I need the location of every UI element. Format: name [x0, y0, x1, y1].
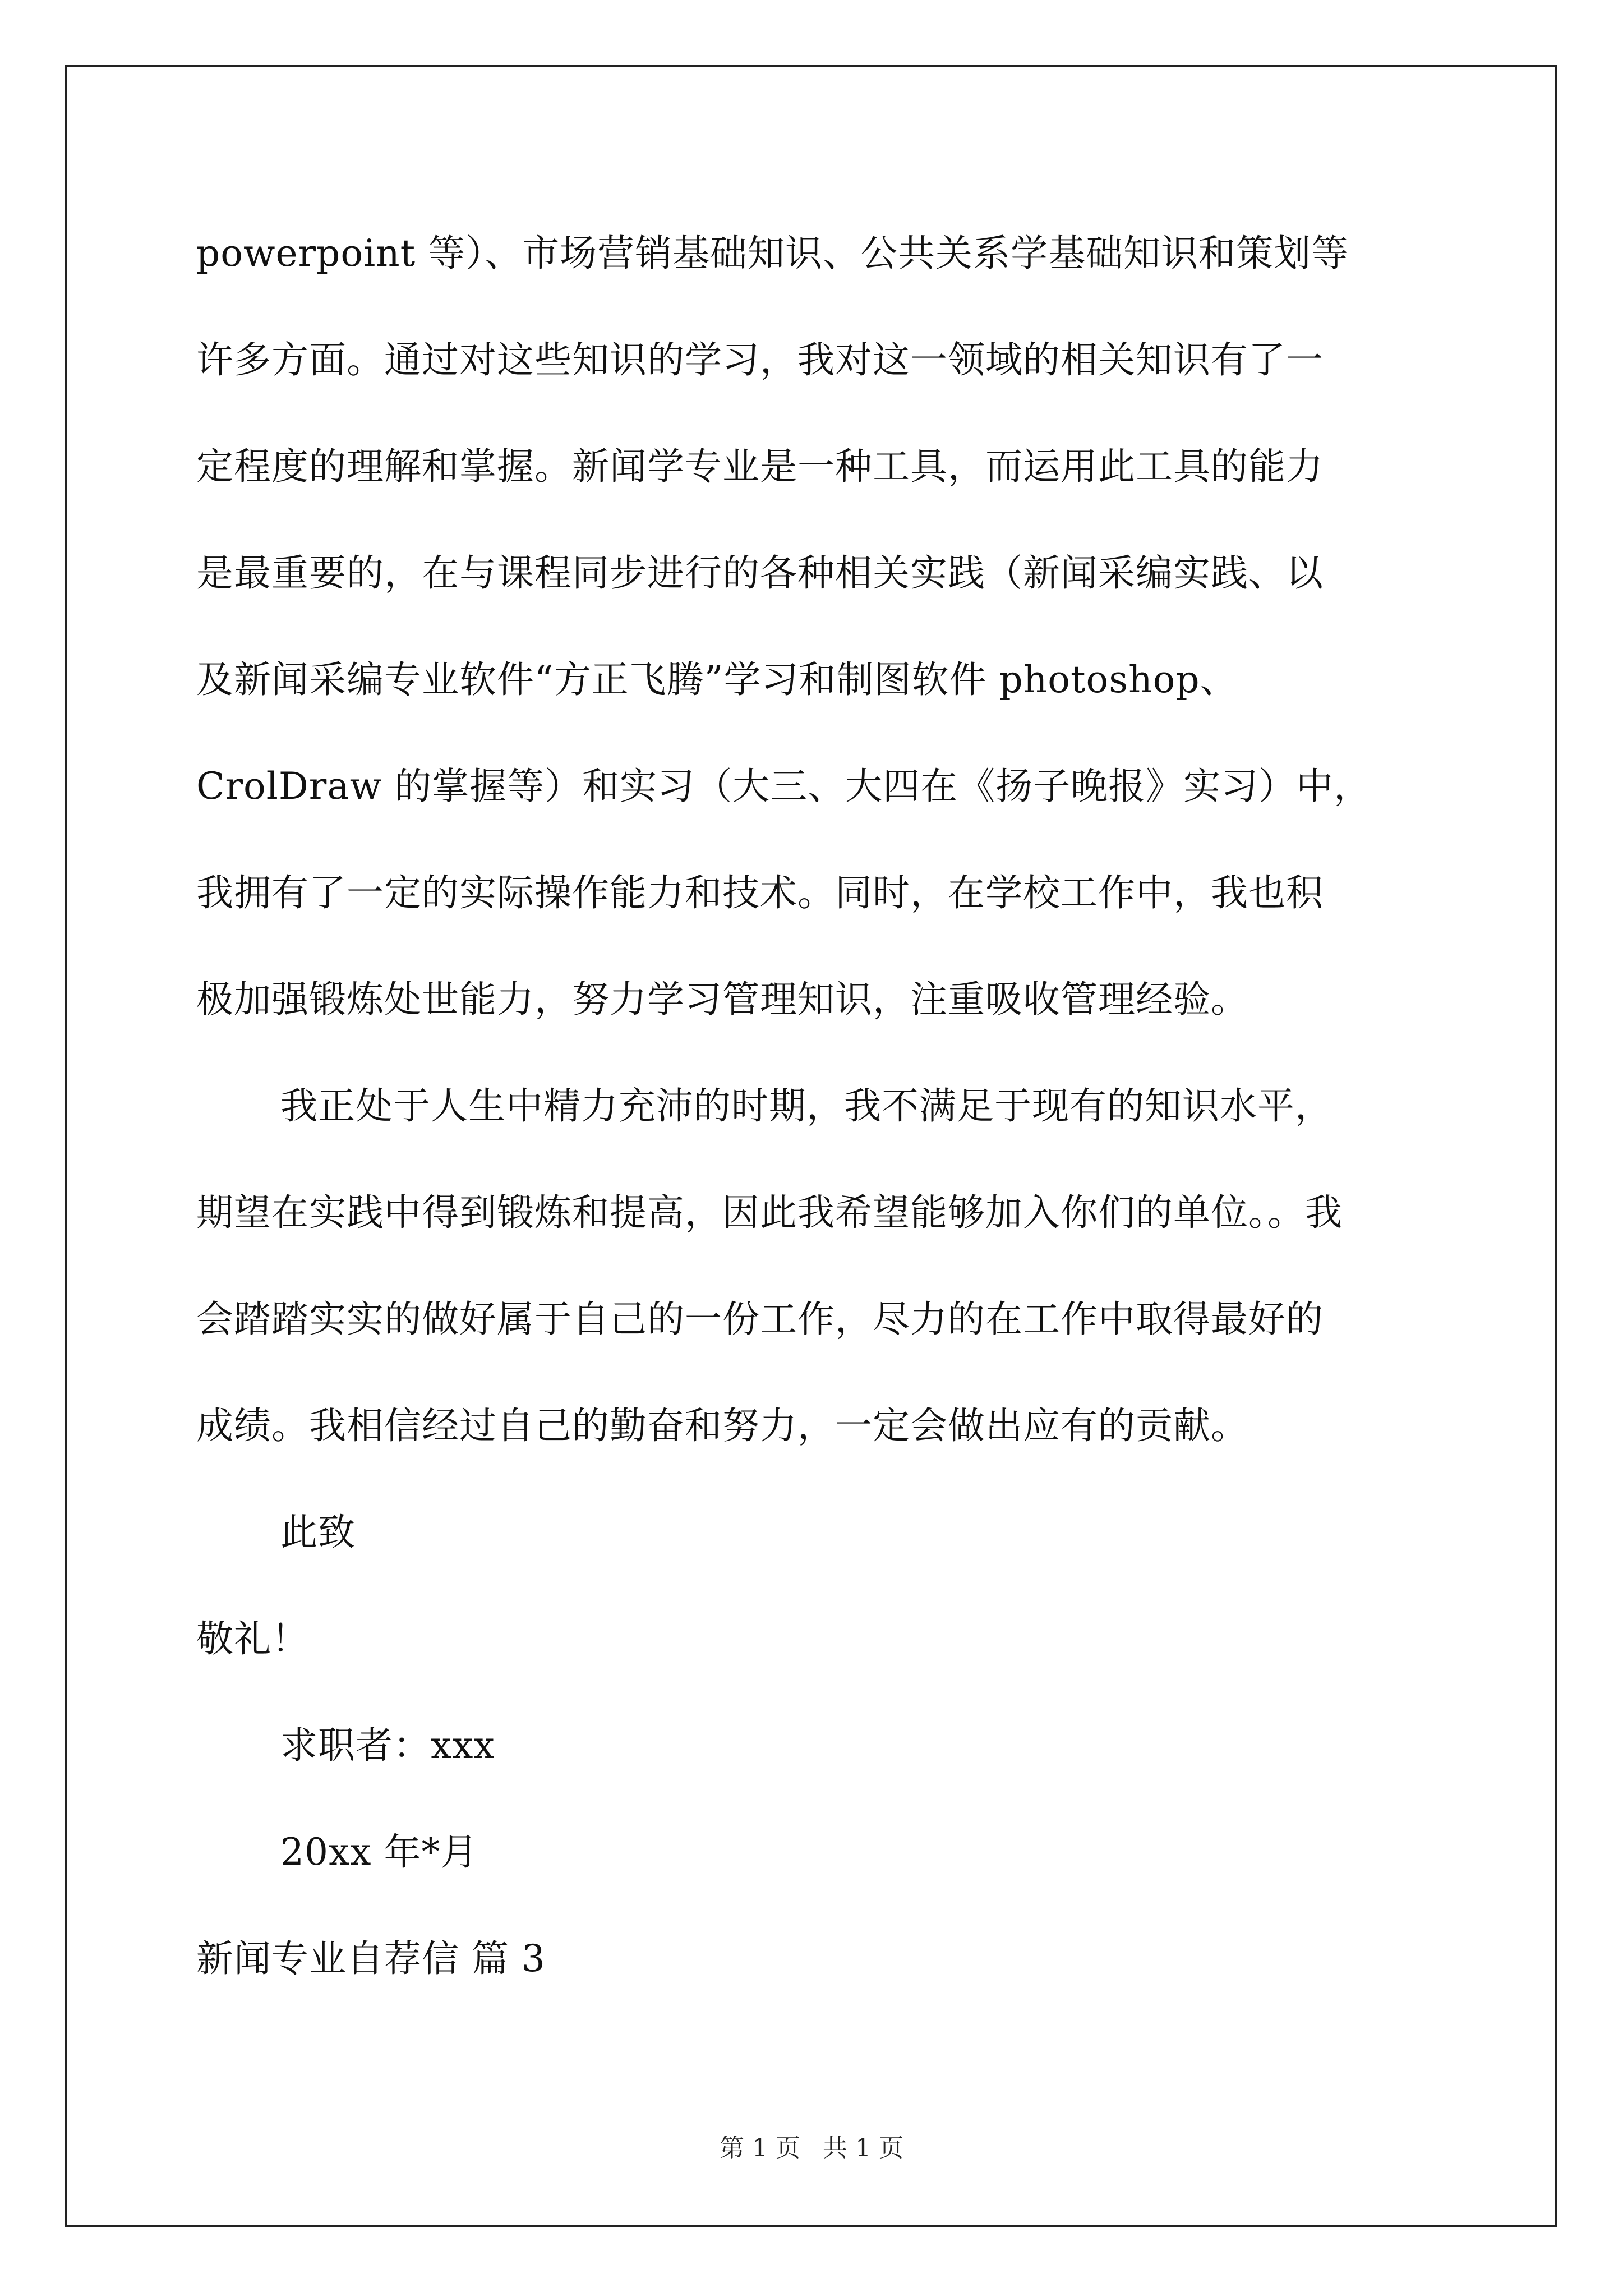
page-footer — [0, 2132, 1623, 2165]
page-total: 共 1 页 — [823, 2134, 903, 2162]
paragraph-2-line-2: 期望在实践中得到锻炼和提高，因此我希望能够加入你们的单位。。我 — [196, 1191, 1343, 1234]
letter-date: 20xx 年*月 — [280, 1830, 478, 1874]
applicant-signature: 求职者：xxx — [280, 1724, 495, 1767]
salutation: 敬礼！ — [196, 1617, 309, 1660]
body-line-8: 极加强锻炼处世能力，努力学习管理知识，注重吸收管理经验。 — [196, 978, 1248, 1021]
body-line-4: 是最重要的，在与课程同步进行的各种相关实践（新闻采编实践、以 — [196, 551, 1324, 595]
body-line-2: 许多方面。通过对这些知识的学习，我对这一领域的相关知识有了一 — [196, 338, 1324, 381]
body-line-1: powerpoint 等）、市场营销基础知识、公共关系学基础知识和策划等 — [196, 232, 1349, 275]
body-line-5: 及新闻采编专业软件“方正飞腾”学习和制图软件 photoshop、 — [196, 658, 1238, 701]
section-heading: 新闻专业自荐信 篇 3 — [196, 1937, 546, 1980]
closing-phrase: 此致 — [280, 1511, 356, 1554]
page-border — [65, 65, 1557, 2227]
paragraph-2-line-4: 成绩。我相信经过自己的勤奋和努力，一定会做出应有的贡献。 — [196, 1404, 1248, 1447]
paragraph-2-line-1: 我正处于人生中精力充沛的时期，我不满足于现有的知识水平， — [280, 1084, 1332, 1128]
paragraph-2-line-3: 会踏踏实实的做好属于自己的一份工作，尽力的在工作中取得最好的 — [196, 1297, 1324, 1341]
page-number: 第 1 页 — [720, 2134, 800, 2162]
body-line-7: 我拥有了一定的实际操作能力和技术。同时，在学校工作中，我也积 — [196, 871, 1324, 914]
body-line-3: 定程度的理解和掌握。新闻学专业是一种工具，而运用此工具的能力 — [196, 445, 1324, 488]
body-line-6: CrolDraw 的掌握等）和实习（大三、大四在《扬子晚报》实习）中， — [196, 765, 1372, 808]
